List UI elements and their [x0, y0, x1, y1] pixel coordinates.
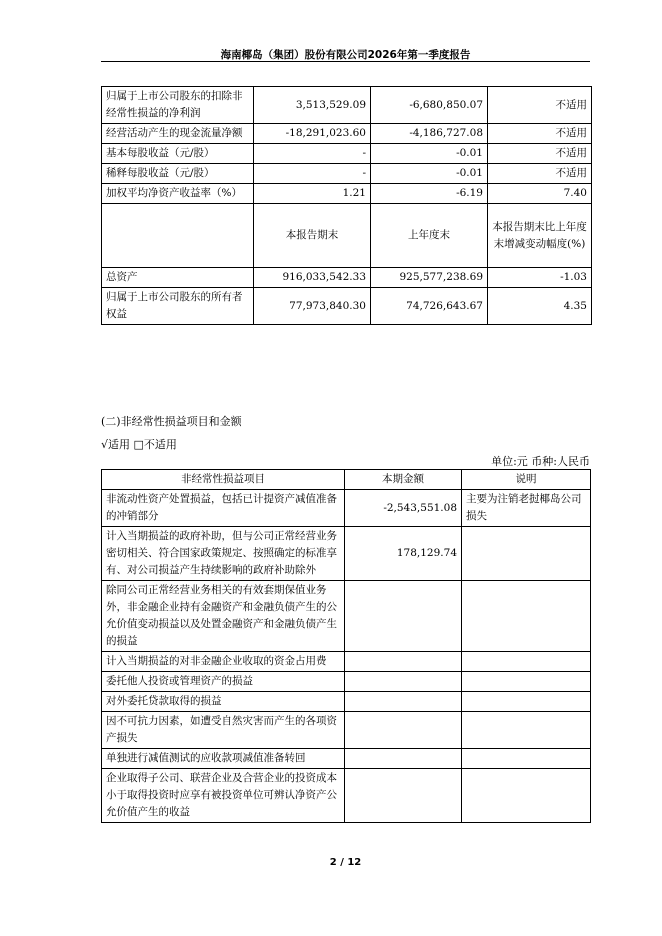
- change-value: 不适用: [488, 87, 592, 124]
- table-row: [102, 692, 591, 712]
- amount-value: [345, 581, 462, 652]
- table-row: [102, 87, 592, 124]
- table-row: [102, 581, 591, 652]
- prior-value: -0.01: [371, 164, 488, 184]
- table-row: [102, 490, 591, 527]
- table-subheader-row: [102, 204, 592, 268]
- prior-value: -0.01: [371, 144, 488, 164]
- table-row: [102, 164, 592, 184]
- header-amount: 本期金额: [345, 470, 462, 490]
- item-label: 委托他人投资或管理资产的损益: [102, 672, 345, 692]
- row-label: 归属于上市公司股东的所有者权益: [102, 288, 254, 325]
- subheader-change: 本报告期末比上年度末增减变动幅度(%): [488, 204, 592, 268]
- row-label: 基本每股收益（元/股）: [102, 144, 254, 164]
- item-label: 非流动性资产处置损益，包括已计提资产减值准备的冲销部分: [102, 490, 345, 527]
- change-value: 7.40: [488, 184, 592, 204]
- table-row: [102, 288, 592, 325]
- item-label: 企业取得子公司、联营企业及合营企业的投资成本小于取得投资时应享有被投资单位可辨认净资产公允价值产生的收益: [102, 769, 345, 823]
- row-label: 加权平均净资产收益率（%）: [102, 184, 254, 204]
- current-value: 916,033,542.33: [254, 268, 371, 288]
- note-text: [462, 527, 591, 581]
- table-row: [102, 144, 592, 164]
- note-text: [462, 712, 591, 749]
- change-value: 不适用: [488, 144, 592, 164]
- empty-cell: [102, 204, 254, 268]
- note-text: [462, 581, 591, 652]
- note-text: [462, 652, 591, 672]
- item-label: 计入当期损益的对非金融企业收取的资金占用费: [102, 652, 345, 672]
- prior-value: -6.19: [371, 184, 488, 204]
- change-value: -1.03: [488, 268, 592, 288]
- note-text: [462, 672, 591, 692]
- note-text: [462, 692, 591, 712]
- amount-value: -2,543,551.08: [345, 490, 462, 527]
- item-label: 除同公司正常经营业务相关的有效套期保值业务外，非金融企业持有金融资产和金融负债产生的公允价值变动损益以及处置金融资产和金融负债产生的损益: [102, 581, 345, 652]
- amount-value: [345, 749, 462, 769]
- table-row: [102, 749, 591, 769]
- table-row: [102, 769, 591, 823]
- change-value: 不适用: [488, 164, 592, 184]
- section-title: (二)非经常性损益项目和金额: [101, 415, 242, 428]
- amount-value: [345, 712, 462, 749]
- table-row: [102, 712, 591, 749]
- row-label: 归属于上市公司股东的扣除非经常性损益的净利润: [102, 87, 254, 124]
- amount-value: [345, 692, 462, 712]
- row-label: 稀释每股收益（元/股）: [102, 164, 254, 184]
- prior-value: -4,186,727.08: [371, 124, 488, 144]
- unit-label: 单位:元 币种:人民币: [491, 455, 590, 468]
- table-row: [102, 672, 591, 692]
- current-value: -: [254, 144, 371, 164]
- applicable-checkbox-line: √适用 □不适用: [101, 438, 177, 451]
- current-value: 1.21: [254, 184, 371, 204]
- amount-value: [345, 672, 462, 692]
- item-label: 计入当期损益的政府补助，但与公司正常经营业务密切相关、符合国家政策规定、按照确定的标准享有、对公司损益产生持续影响的政府补助除外: [102, 527, 345, 581]
- item-label: 因不可抗力因素，如遭受自然灾害而产生的各项资产损失: [102, 712, 345, 749]
- table-row: [102, 184, 592, 204]
- note-text: 主要为注销老挝椰岛公司损失: [462, 490, 591, 527]
- prior-value: -6,680,850.07: [371, 87, 488, 124]
- non-recurring-items-table: [101, 469, 591, 823]
- current-value: -: [254, 164, 371, 184]
- subheader-period-end: 本报告期末: [254, 204, 371, 268]
- table-row: [102, 527, 591, 581]
- table-header-row: [102, 470, 591, 490]
- note-text: [462, 769, 591, 823]
- prior-value: 925,577,238.69: [371, 268, 488, 288]
- key-financial-table: [101, 86, 592, 325]
- row-label: 总资产: [102, 268, 254, 288]
- header-item: 非经常性损益项目: [102, 470, 345, 490]
- table-row: [102, 124, 592, 144]
- subheader-prior-year-end: 上年度末: [371, 204, 488, 268]
- amount-value: [345, 769, 462, 823]
- change-value: 不适用: [488, 124, 592, 144]
- change-value: 4.35: [488, 288, 592, 325]
- header-note: 说明: [462, 470, 591, 490]
- amount-value: [345, 652, 462, 672]
- table-row: [102, 268, 592, 288]
- current-value: 77,973,840.30: [254, 288, 371, 325]
- current-value: 3,513,529.09: [254, 87, 371, 124]
- page-number: 2 / 12: [329, 857, 362, 868]
- row-label: 经营活动产生的现金流量净额: [102, 124, 254, 144]
- prior-value: 74,726,643.67: [371, 288, 488, 325]
- item-label: 单独进行减值测试的应收款项减值准备转回: [102, 749, 345, 769]
- page-header: 海南椰岛（集团）股份有限公司2026年第一季度报告: [220, 49, 471, 61]
- header-rule: [101, 61, 590, 62]
- note-text: [462, 749, 591, 769]
- amount-value: 178,129.74: [345, 527, 462, 581]
- item-label: 对外委托贷款取得的损益: [102, 692, 345, 712]
- current-value: -18,291,023.60: [254, 124, 371, 144]
- table-row: [102, 652, 591, 672]
